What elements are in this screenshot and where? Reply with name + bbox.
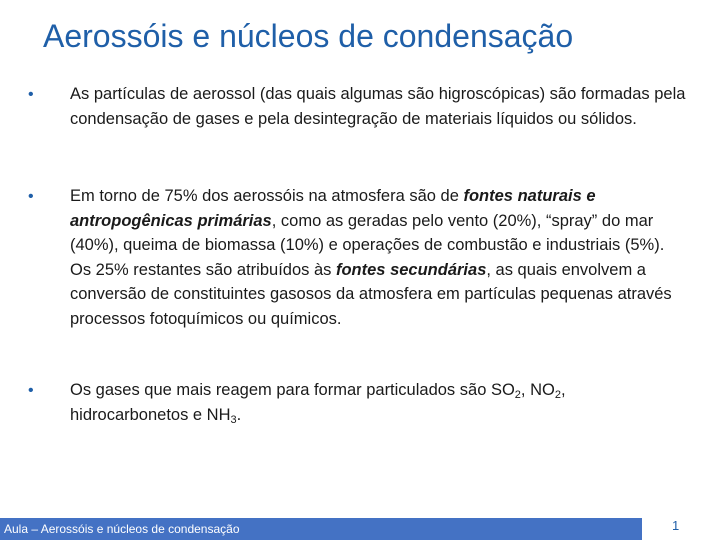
bullet-3-part-4: . — [236, 405, 242, 424]
bullet-2-part-3: , as quais envolvem a conversão de constituintes gasosos da atmosfera em partículas pequenas através processos fotoquímicos ou químicos. — [70, 260, 672, 328]
emphasis-secondary-sources: fontes secundárias — [335, 260, 487, 279]
bullet-text-2 — [70, 184, 688, 331]
footer-text: Aula – Aerossóis e núcleos de condensação — [4, 522, 240, 536]
bullet-marker: • — [28, 188, 34, 205]
subscript-no2: 2 — [554, 389, 561, 401]
bullet-marker: • — [28, 86, 34, 103]
bullet-2-part-1: Em torno de 75% dos aerossóis na atmosfera são de — [70, 187, 464, 205]
bullet-3-part-1: Os gases que mais reagem para formar particulados são SO — [70, 381, 515, 399]
emphasis-primary-sources: fontes naturais e antropogênicas primárias — [70, 187, 596, 230]
bullet-marker: • — [28, 382, 34, 399]
footer-bar — [0, 518, 642, 540]
slide-title: Aerossóis e núcleos de condensação — [43, 18, 574, 54]
bullet-3-part-2: , NO — [520, 381, 555, 399]
subscript-nh3: 3 — [230, 413, 237, 426]
subscript-so2: 2 — [514, 389, 521, 401]
bullet-3-part-3: , hidrocarbonetos e NH — [70, 381, 566, 424]
bullet-2-part-2: , como as geradas pelo vento (20%), “spray” do mar (40%), queima de biomassa (10%) e operações de combustão e industriais (5%). Os 25% restantes são atribuídos às — [70, 211, 665, 279]
bullet-text-1: As partículas de aerossol (das quais algumas são higroscópicas) são formadas pela condensação de gases e pela desintegração de materiais líquidos ou sólidos. — [70, 85, 686, 128]
bullet-item-1 — [28, 82, 688, 131]
bullet-item-2 — [28, 184, 688, 331]
page-number: 1 — [672, 518, 680, 533]
bullet-item-3 — [28, 378, 688, 427]
bullet-text-3 — [70, 378, 688, 427]
